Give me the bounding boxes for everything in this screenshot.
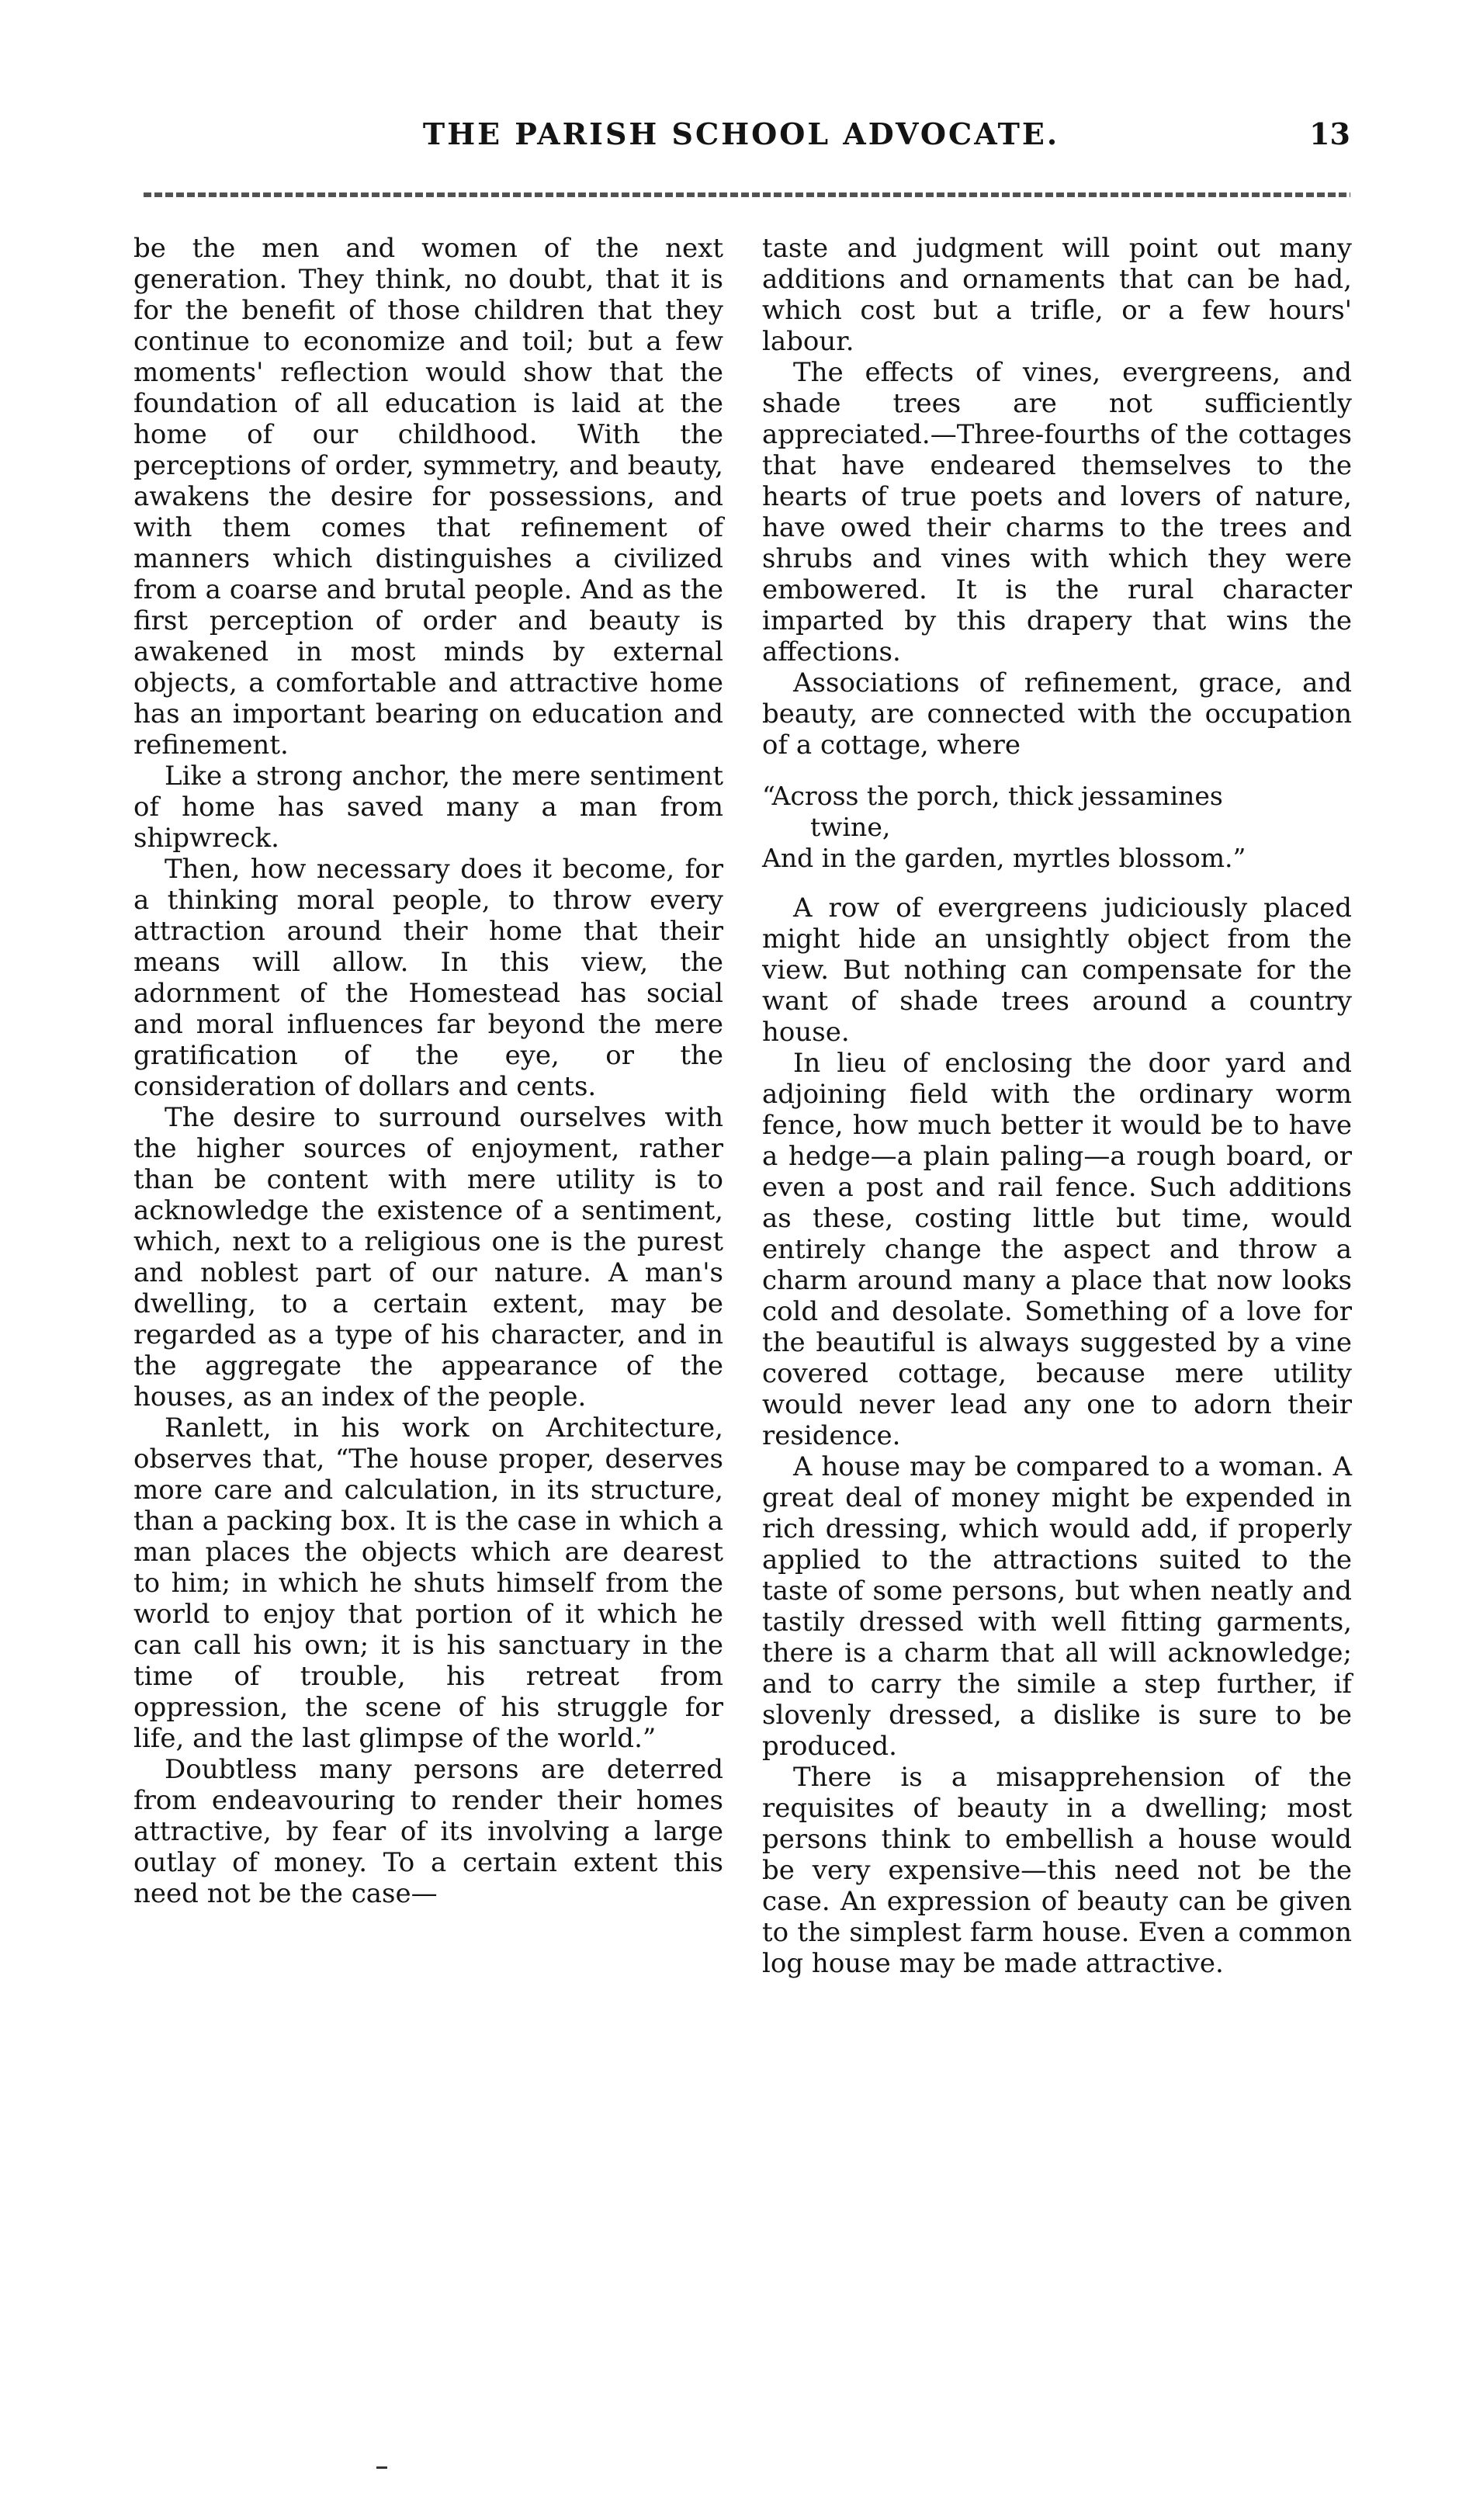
header-rule: [144, 192, 1350, 197]
text-columns: [133, 233, 1352, 1979]
verse-line: And in the garden, myrtles blossom.”: [762, 843, 1246, 873]
paragraph: taste and judgment will point out many additions and ornaments that can be had, which cost but a trifle, or a few hours' labour.: [762, 233, 1352, 357]
page-number: 13: [1309, 116, 1350, 151]
print-mark: [376, 2466, 387, 2469]
paragraph: A row of evergreens judiciously placed might hide an unsightly object from the view. But nothing can compensate for the want of shade trees around a country house.: [762, 893, 1352, 1048]
paragraph: The effects of vines, evergreens, and shade trees are not sufficiently appreciated.—Three-fourths of the cottages that have endeared themselves to the hearts of true poets and lovers of nature, have owed their charms to the trees and shrubs and vines with which they were embowered. It is the rural character imparted by this drapery that wins the affections.: [762, 357, 1352, 667]
paragraph: Like a strong anchor, the mere sentiment of home has saved many a man from shipwreck.: [133, 761, 723, 854]
paragraph: In lieu of enclosing the door yard and adjoining field with the ordinary worm fence, how much better it would be to have a hedge—a plain paling—a rough board, or even a post and rail fence. Such additions as these, costing little but time, would entirely change the aspect and throw a charm around many a place that now looks cold and desolate. Something of a love for the beautiful is always suggested by a vine covered cottage, because mere utility would never lead any one to adorn their residence.: [762, 1048, 1352, 1451]
page-header: [132, 116, 1350, 163]
paragraph: Then, how necessary does it become, for a thinking moral people, to throw every attraction around their home that their means will allow. In this view, the adornment of the Homestead has social and moral influences far beyond the mere gratification of the eye, or the consideration of dollars and cents.: [133, 854, 723, 1102]
paragraph: Associations of refinement, grace, and beauty, are connected with the occupation of a cottage, where: [762, 667, 1352, 761]
paragraph: Doubtless many persons are deterred from endeavouring to render their homes attractive, by fear of its involving a large outlay of money. To a certain extent this need not be the case—: [133, 1754, 723, 1909]
verse-line: twine,: [810, 812, 891, 842]
paragraph: Ranlett, in his work on Architecture, observes that, “The house proper, deserves more care and calculation, in its structure, than a packing box. It is the case in which a man places the objects which are dearest to him; in which he shuts himself from the world to enjoy that portion of it which he can call his own; it is his sanctuary in the time of trouble, his retreat from oppression, the scene of his struggle for life, and the last glimpse of the world.”: [133, 1413, 723, 1754]
left-column: [133, 233, 723, 1979]
paragraph: be the men and women of the next generation. They think, no doubt, that it is for the benefit of those children that they continue to economize and toil; but a few moments' reflection would show that the foundation of all education is laid at the home of our childhood. With the perceptions of order, symmetry, and beauty, awakens the desire for possessions, and with them comes that refinement of manners which distinguishes a civilized from a coarse and brutal people. And as the first perception of order and beauty is awakened in most minds by external objects, a comfortable and attractive home has an important bearing on education and refinement.: [133, 233, 723, 761]
verse-line: “Across the porch, thick jessamines: [762, 781, 1223, 811]
right-column: [762, 233, 1352, 1979]
paragraph: There is a misapprehension of the requisites of beauty in a dwelling; most persons think to embellish a house would be very expensive—this need not be the case. An expression of beauty can be given to the simplest farm house. Even a common log house may be made attractive.: [762, 1762, 1352, 1979]
paragraph: A house may be compared to a woman. A great deal of money might be expended in rich dressing, which would add, if properly applied to the attractions suited to the taste of some persons, but when neatly and tastily dressed with well fitting garments, there is a charm that all will acknowledge; and to carry the simile a step further, if slovenly dressed, a dislike is sure to be produced.: [762, 1451, 1352, 1762]
running-title: THE PARISH SCHOOL ADVOCATE.: [422, 116, 1060, 151]
paragraph: The desire to surround ourselves with the higher sources of enjoyment, rather than be content with mere utility is to acknowledge the existence of a sentiment, which, next to a religious one is the purest and noblest part of our nature. A man's dwelling, to a certain extent, may be regarded as a type of his character, and in the aggregate the appearance of the houses, as an index of the people.: [133, 1102, 723, 1413]
verse-quote: [762, 781, 1352, 874]
